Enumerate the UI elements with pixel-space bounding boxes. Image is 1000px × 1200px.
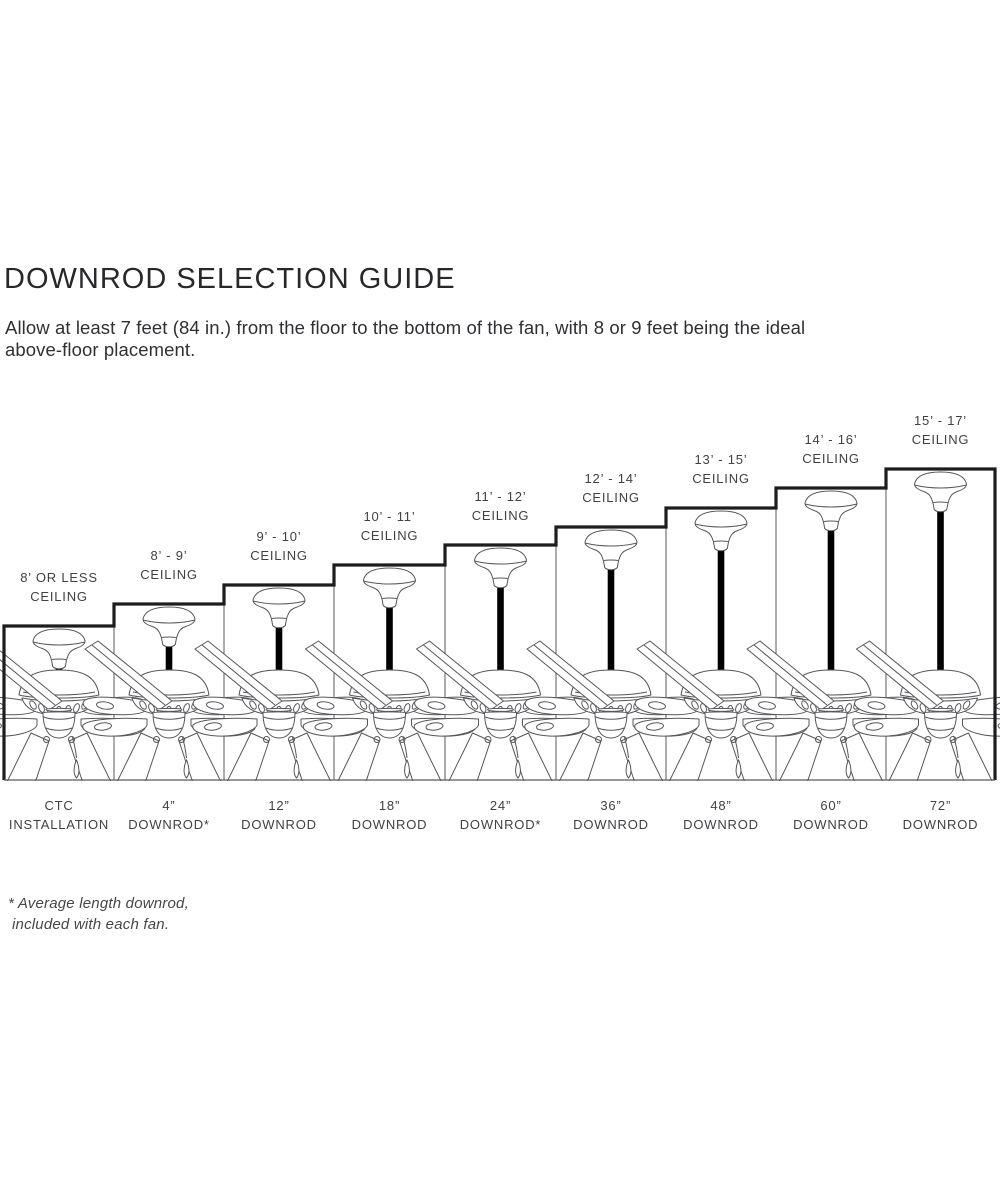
subtitle-line-1: Allow at least 7 feet (84 in.) from the floor to the bottom of the fan, with 8 or 9 feet being the ideal	[5, 317, 806, 338]
downrod-label-line: 36”	[600, 798, 622, 813]
downrod-label-line: 72”	[929, 798, 952, 813]
downrod-label-line: DOWNROD	[241, 817, 317, 832]
ceiling-label-line: CEILING	[802, 451, 860, 466]
ceiling-label-line: 11’ - 12’	[474, 489, 527, 504]
downrod-label-line: INSTALLATION	[8, 817, 110, 832]
ceiling-label-line: CEILING	[250, 548, 308, 563]
footnote-line-2: included with each fan.	[12, 916, 170, 933]
ceiling-label-line: CEILING	[360, 528, 419, 543]
downrod-length-label	[871, 796, 1000, 834]
downrod-label-line: 18”	[378, 798, 401, 813]
ceiling-label-line: CEILING	[582, 490, 640, 505]
ceiling-label-line: 14’ - 16’	[804, 432, 858, 447]
downrod-label-line: 48”	[710, 798, 732, 813]
ceiling-label-line: 12’ - 14’	[584, 471, 638, 486]
ceiling-label-line: CEILING	[140, 567, 198, 582]
downrod-label-line: 60”	[820, 798, 842, 813]
ceiling-label-line: 10’ - 11’	[363, 509, 416, 524]
downrod-label-line: DOWNROD*	[128, 817, 210, 832]
downrod-label-line: 4”	[162, 798, 176, 813]
ceiling-height-label	[861, 411, 1000, 449]
ceiling-label-line: 15’ - 17’	[914, 413, 967, 428]
ceiling-label-line: CEILING	[911, 432, 970, 447]
downrod-label-line: DOWNROD	[902, 817, 979, 832]
downrod-label-line: 24”	[489, 798, 512, 813]
ceiling-label-line: 13’ - 15’	[694, 452, 748, 467]
downrod-label-line: 12”	[268, 798, 290, 813]
ceiling-label-line: CEILING	[692, 471, 750, 486]
ceiling-label-line: CEILING	[471, 508, 530, 523]
ceiling-label-line: 8’ OR LESS	[20, 570, 98, 585]
downrod-label-line: DOWNROD	[573, 817, 649, 832]
downrod-label-line: DOWNROD*	[459, 817, 542, 832]
downrod-label-line: DOWNROD	[351, 817, 428, 832]
downrod-label-line: DOWNROD	[683, 817, 759, 832]
subtitle-line-2: above-floor placement.	[5, 339, 196, 360]
downrod-label-line: DOWNROD	[793, 817, 869, 832]
ceiling-label-line: CEILING	[30, 589, 88, 604]
footnote-line-1: * Average length downrod,	[8, 895, 189, 912]
footnote	[8, 893, 189, 935]
page-title: DOWNROD SELECTION GUIDE	[4, 263, 456, 295]
ceiling-label-line: 9’ - 10’	[256, 529, 302, 544]
ceiling-label-line: 8’ - 9’	[150, 548, 188, 563]
downrod-label-line: CTC	[44, 798, 74, 813]
